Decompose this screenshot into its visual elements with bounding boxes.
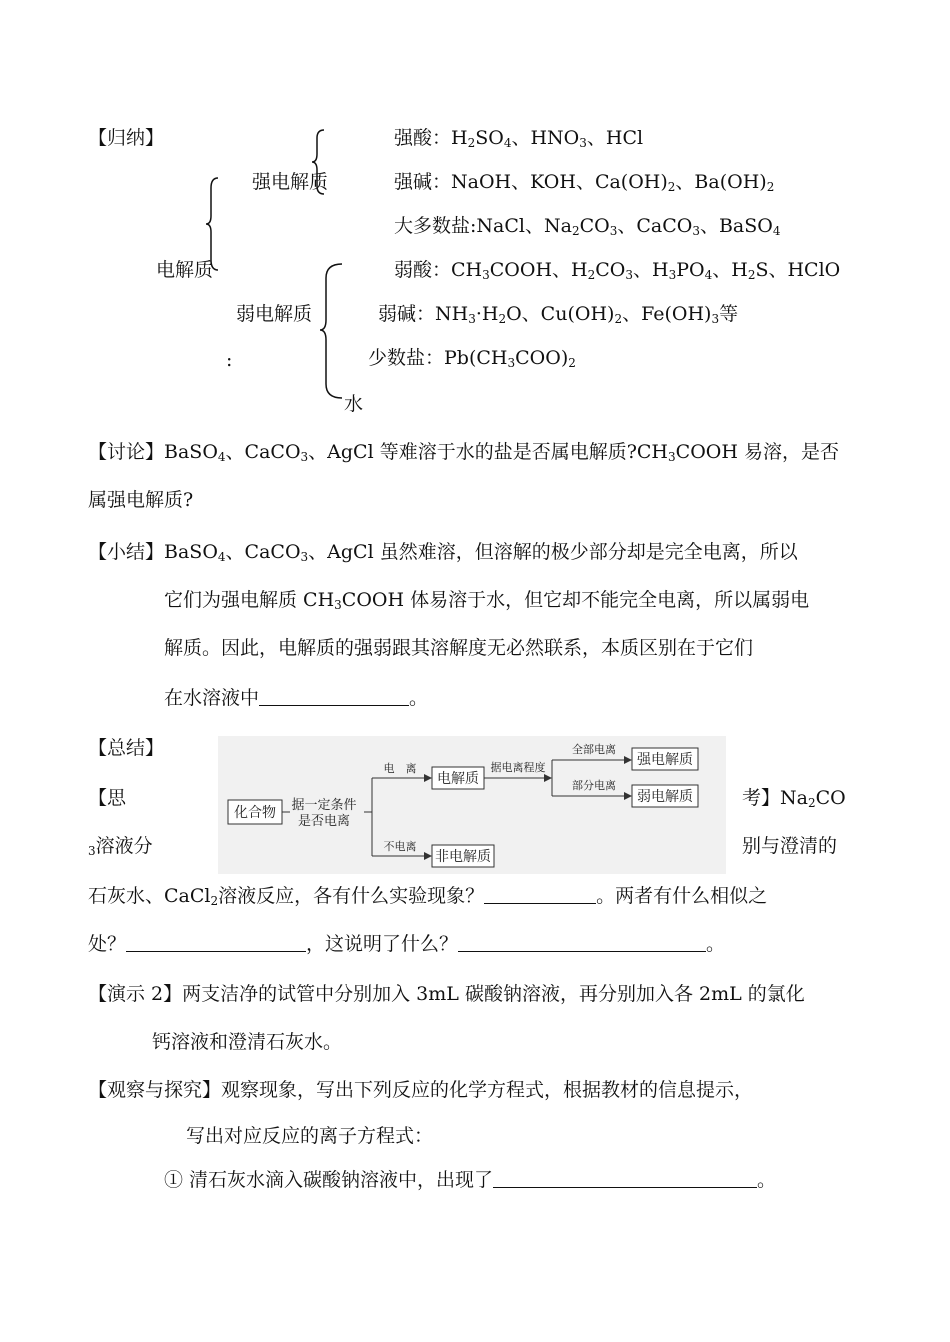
answer-blank[interactable] bbox=[259, 687, 409, 706]
compound-label: 化合物 bbox=[234, 805, 276, 821]
observe-item-1: ① 清石灰水滴入碳酸钠溶液中，出现了 。 bbox=[164, 1169, 777, 1191]
item1-blank[interactable] bbox=[493, 1169, 757, 1188]
electrolyte-label: 电解质 bbox=[437, 771, 479, 787]
similarity-blank[interactable] bbox=[126, 933, 306, 952]
ionize-label: 电 离 bbox=[383, 762, 417, 775]
condition-label-1: 据一定条件 bbox=[291, 798, 357, 813]
demo2-line-1: 【演示 2】两支洁净的试管中分别加入 3mL 碳酸钠溶液，再分别加入各 2mL 的氯化 bbox=[88, 983, 805, 1005]
weak-acid-row: 弱酸：$CH_3COOH$、$H_2CO_3$、$H_3PO_4$、$H_2S$、HClO bbox=[394, 259, 841, 282]
think-line-4: 处？ ，这说明了什么？ 。 bbox=[88, 933, 726, 955]
discussion-line-2: 属强电解质? bbox=[88, 489, 194, 511]
water-item: 水 bbox=[344, 393, 364, 415]
observe-line-1: 【观察与探究】观察现象，写出下列反应的化学方程式，根据教材的信息提示， bbox=[88, 1079, 754, 1101]
think-line-2-end: 别与澄清的 bbox=[742, 835, 838, 857]
condition-label-2: 是否电离 bbox=[297, 814, 351, 829]
meaning-blank[interactable] bbox=[458, 933, 706, 952]
conclusion-line-3: 解质。因此，电解质的强弱跟其溶解度无必然联系，本质区别在于它们 bbox=[164, 637, 754, 659]
strong-electrolyte-title: 强电解质 bbox=[252, 171, 329, 193]
observe-line-2: 写出对应反应的离子方程式： bbox=[186, 1125, 434, 1147]
think-close: 考】$Na_2CO$ bbox=[742, 787, 846, 810]
non-electrolyte-label: 非电解质 bbox=[435, 849, 491, 865]
weak-brace-icon bbox=[318, 262, 348, 402]
weak-base-row: 弱碱：$NH_3\cdot H_2O$、$Cu(OH)_2$、$Fe(OH)_3$等 bbox=[378, 303, 739, 326]
conclusion-line-4: 在水溶液中 。 bbox=[164, 687, 429, 709]
summary-label: 【归纳】 bbox=[88, 127, 165, 149]
weak-electrolyte-title: 弱电解质 bbox=[236, 303, 313, 325]
conclusion-line-1: 【小结】BaSO$_4$、CaCO$_3$、AgCl 虽然难溶，但溶解的极少部分却是完全电离，所以 bbox=[88, 541, 798, 564]
weak-electrolyte-label: 弱电解质 bbox=[637, 789, 693, 805]
few-salts-row: 少数盐：$Pb(CH_3COO)_2$ bbox=[368, 347, 576, 370]
discussion-line-1: 【讨论】BaSO$_4$、CaCO$_3$、AgCl 等难溶于水的盐是否属电解质$?CH_3COOH$ 易溶，是否 bbox=[88, 441, 839, 464]
demo2-line-2: 钙溶液和澄清石灰水。 bbox=[152, 1031, 343, 1053]
conclusion-line-2: 它们为强电解质 $CH_3COOH$ 体易溶于水，但它却不能完全电离，所以属弱电 bbox=[164, 589, 810, 612]
partial-ionize-label: 部分电离 bbox=[572, 779, 616, 792]
total-label: 【总结】 bbox=[88, 737, 165, 759]
electrolyte-root: 电解质 bbox=[156, 259, 214, 281]
strong-acid-row: 强酸：$H_2SO_4$、$HNO_3$、HCl bbox=[394, 127, 644, 150]
colon-mark: : bbox=[226, 349, 233, 371]
full-ionize-label: 全部电离 bbox=[572, 743, 616, 756]
classification-diagram bbox=[218, 736, 726, 874]
salts-row: 大多数盐:NaCl、$Na_2CO_3$、CaCO$_3$、BaSO$_4$ bbox=[394, 215, 781, 238]
phenomenon-blank[interactable] bbox=[484, 885, 596, 904]
think-open: 【思 bbox=[88, 787, 127, 809]
strong-electrolyte-label: 强电解质 bbox=[637, 752, 693, 768]
think-line-2-start: $_3$溶液分 bbox=[88, 835, 153, 858]
think-line-3: 石灰水、CaCl$_2$溶液反应，各有什么实验现象？ 。两者有什么相似之 bbox=[88, 885, 768, 908]
degree-label: 据电离程度 bbox=[490, 761, 546, 774]
strong-base-row: 强碱：NaOH、KOH、$Ca(OH)_2$、$Ba(OH)_2$ bbox=[394, 171, 775, 194]
no-ionize-label: 不电离 bbox=[383, 840, 417, 853]
